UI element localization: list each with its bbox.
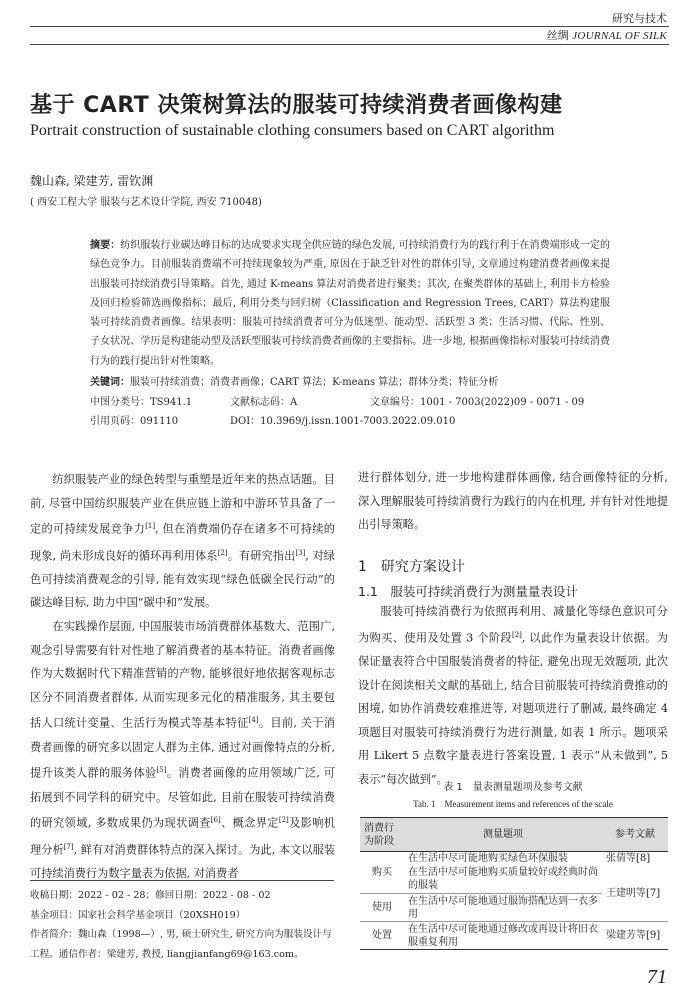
table-cell-stage: 购买 — [360, 852, 404, 894]
measurement-table — [360, 817, 668, 950]
right-column-top — [358, 466, 668, 537]
abstract-label: 摘要： — [90, 240, 121, 251]
right-column-body — [358, 600, 668, 791]
paragraph: 进行群体划分, 进一步地构建群体画像, 结合画像特征的分析, 深入理解服装可持续消费行为践行的内在机理, 并有针对性地提出引导策略。 — [358, 471, 668, 532]
citation[interactable]: [2] — [217, 548, 228, 557]
title-zh: 基于 CART 决策树算法的服装可持续消费者画像构建 — [30, 93, 563, 118]
citation[interactable]: [2] — [511, 630, 522, 639]
header-rule-2 — [30, 44, 669, 45]
table-header-cell: 参考文献 — [615, 829, 655, 840]
citation[interactable]: [7] — [63, 842, 74, 851]
keywords-text: 服装可持续消费；消费者画像；CART 算法；K-means 算法；群体分类；特征分析 — [130, 377, 499, 388]
table-cell-stage: 处置 — [372, 930, 392, 941]
table-cell-item: 在生活中尽可能地购买绿色环保服装 — [408, 853, 568, 865]
running-head-section: 研究与技术 — [612, 12, 667, 25]
table-header-cell: 测量题项 — [483, 829, 523, 840]
table-cell-ref: 王建明等[7] — [602, 866, 668, 922]
title-en: Portrait construction of sustainable clothing consumers based on CART algorithm — [30, 122, 555, 139]
journal-name-zh: 丝绸 — [546, 29, 569, 42]
paragraph: 在实践操作层面, 中国服装市场消费群体基数大、范围广, 观念引导需要有针对性地了解消费者的基本特征。消费者画像作为大数据时代下精准营销的产物, 能够很好地依据客观标志区分不同消费者群体, 从而实现多元化的精准服务, 其主要包括人口统计变量、生活行为模式等基本特征[4]。目前, 关于消费者画像的研究多以固定人群为主体, 通过对画像特点的分析, 提升该类人群的服务体验[5]。消费者画像的应用领域广泛, 可拓展到不同学科的研究中。尽管如此, 目前在服装可持续消费的研究领域, 多数成果仍为现状调查[6]、概念界定[2]及影响机理分析[7], 鲜有对消费群体特点的深入探讨。为此, 本文以服装可持续消费行为数字量表为依据, 对消费者 — [30, 620, 335, 880]
section-heading: 1 研究方案设计 — [358, 559, 465, 575]
abstract-text: 纺织服装行业碳达峰目标的达成要求实现全供应链的绿色发展, 可持续消费行为的践行利于在消费端形成一定的绿色竞争力。目前服装消费端不可持续现象较为严重, 原因在于缺乏针对性的群体引导, 文章通过构建消费者画像来提出服装可持续消费引导策略。首先, 通过 K-means 算法对消费者进行聚类；其次, 在聚类群体的基础上, 利用卡方检验及回归检验筛选画像指标；最后, 利用分类与回归树（Classification and Regression Trees, CART）算法构建服装可持续消费者画像。结果表明：服装可持续消费者可分为低迷型、能动型、活跃型 3 类；生活习惯、代际、性别、子女状况、学历是构建能动型及活跃型服装可持续消费者画像的主要指标。进一步地, 根据画像指标对服装可持续消费行为的践行提出针对性策略。 — [90, 240, 611, 367]
footnote-bio: 作者简介：魏山森（1998—）, 男, 硕士研究生, 研究方向为服装设计与 — [30, 929, 332, 941]
table-cell-item: 在生活中尽可能地通过修改或再设计将旧衣服重复利用 — [408, 923, 598, 948]
table-header-cell: 消费行为阶段 — [364, 822, 394, 847]
doi: DOI：10.3969/j.issn.1001-7003.2022.09.010 — [230, 416, 456, 427]
footnote-fund: 基金项目：国家社会科学基金项目（20XSH019） — [30, 909, 246, 921]
citation[interactable]: [2] — [278, 816, 289, 825]
keywords — [90, 373, 610, 388]
footnote-bio-cont: 工程。通信作者：梁建芳, 教授, liangjianfang69@163.com。 — [30, 949, 304, 961]
paragraph: 纺织服装产业的绿色转型与重塑是近年来的热点话题。目前, 尽管中国纺织服装产业在供应链上游和中游环节具备了一定的可持续发展竞争力[1], 但在消费端仍存在诸多不可持续的现象, 尚未形成良好的循环再利用体系[2]。有研究指出[3], 对绿色可持续消费观念的引导, 能有效实现“绿色低碳全民行动”的碳达峰目标, 助力中国“碳中和”发展。 — [30, 473, 335, 610]
keywords-label: 关键词： — [90, 377, 130, 388]
table-caption-en: Tab. 1 Measurement items and references of the scale — [413, 799, 613, 809]
citation[interactable]: [5] — [156, 766, 167, 775]
authors: 魏山森, 梁建芳, 雷钦渊 — [30, 174, 154, 188]
citation[interactable]: [4] — [248, 716, 259, 725]
table-header-row — [360, 818, 668, 852]
article-number: 文章编号：1001 - 7003(2022)09 - 0071 - 09 — [370, 397, 585, 408]
footnote-rule — [30, 880, 334, 881]
table-cell-item: 在生活中尽可能地购买质量较好或经典时尚的服装 — [408, 867, 598, 892]
table-row — [360, 866, 668, 894]
affiliation: ( 西安工程大学 服装与艺术设计学院, 西安 710048) — [30, 197, 262, 208]
footnote-dates: 收稿日期：2022 - 02 - 28；修回日期：2022 - 08 - 02 — [30, 890, 271, 901]
subsection-heading: 1.1 服装可持续消费行为测量量表设计 — [358, 584, 578, 599]
citation[interactable]: [6] — [210, 816, 221, 825]
citation[interactable]: [3] — [295, 548, 306, 557]
table-row — [360, 852, 668, 866]
table-cell-item: 在生活中尽可能地通过服饰搭配达到一衣多用 — [408, 895, 598, 920]
table-row — [360, 922, 668, 950]
abstract — [90, 236, 610, 371]
citation[interactable]: [1] — [145, 522, 156, 531]
clc-number: 中图分类号：TS941.1 — [90, 397, 193, 408]
document-code: 文献标志码：A — [230, 397, 298, 408]
paragraph: 服装可持续消费行为依照再利用、减量化等绿色意识可分为购买、使用及处置 3 个阶段[2], 以此作为量表设计依据。为保证量表符合中国服装消费者的特征, 避免出现无效题项, 此次设计在阅读相关文献的基础上, 结合目前服装可持续消费推动的困境, 如协作消费较难推进等, 对题项进行了删减, 最终确定 4 项题目对服装可持续消费行为进行测量, 如表 1 所示。题项采用 Likert 5 点数字量表进行答案设置, 1 表示“从未做到”, 5 表示“每次做到”。 — [358, 605, 668, 786]
left-column — [30, 468, 335, 886]
journal-name-en: JOURNAL OF SILK — [572, 30, 667, 42]
table-cell-ref: 梁建芳等[9] — [606, 930, 661, 941]
citation-code: 引用页码：091110 — [90, 416, 179, 427]
table-cell-ref: 张倩等[8] — [606, 853, 651, 865]
table-caption-zh: 表 1 量表测量题项及参考文献 — [443, 782, 583, 793]
running-head-journal — [547, 27, 667, 43]
page-number: 71 — [647, 966, 667, 988]
table-cell-stage: 使用 — [372, 902, 392, 913]
footnote — [30, 886, 340, 965]
